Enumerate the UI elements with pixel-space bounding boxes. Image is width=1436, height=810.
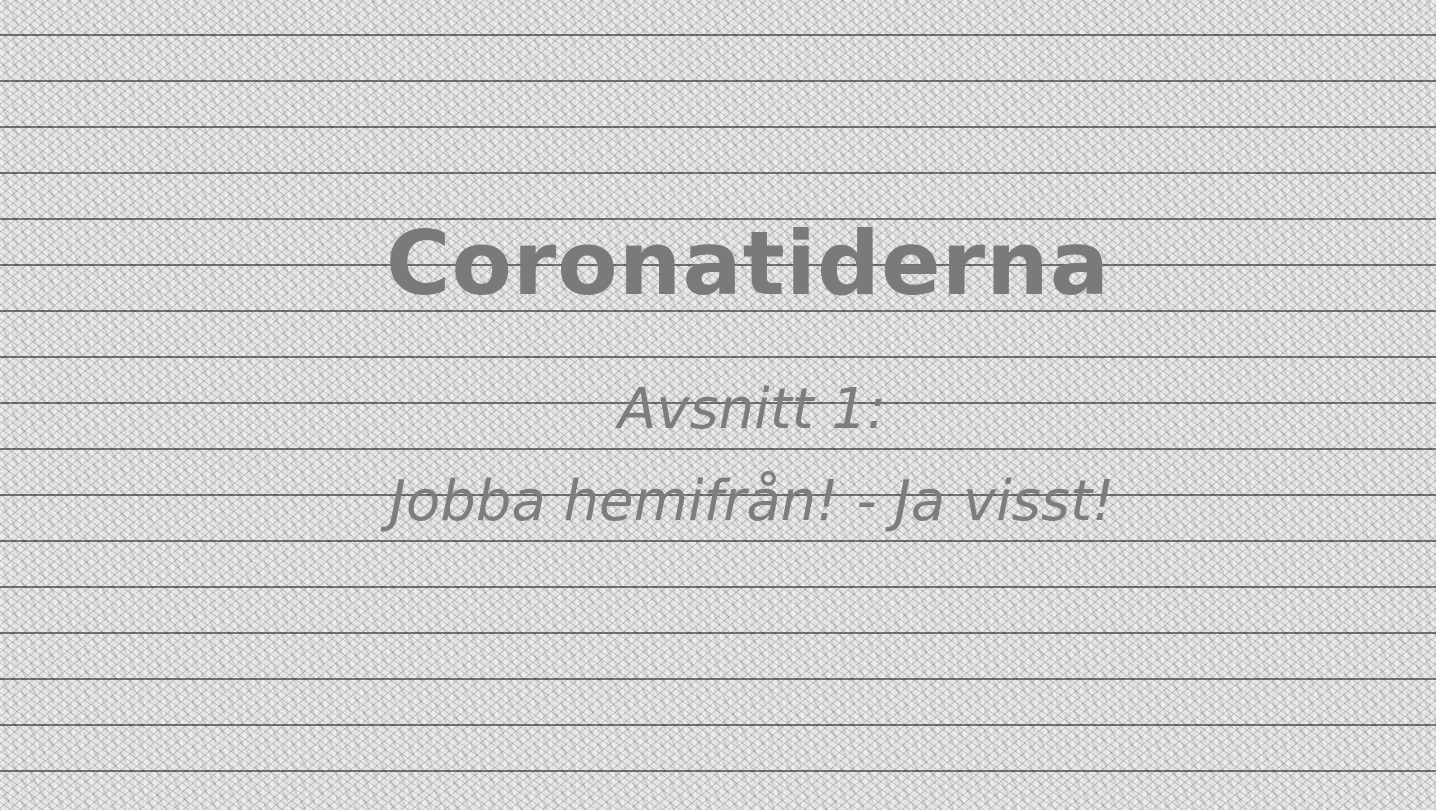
slide-title: Coronatiderna <box>385 212 1111 315</box>
subtitle-episode: Avsnitt 1: <box>618 377 886 442</box>
subtitle-episode-name: Jobba hemifrån! - Ja visst! <box>389 469 1115 534</box>
slide-subtitle <box>0 364 1436 548</box>
